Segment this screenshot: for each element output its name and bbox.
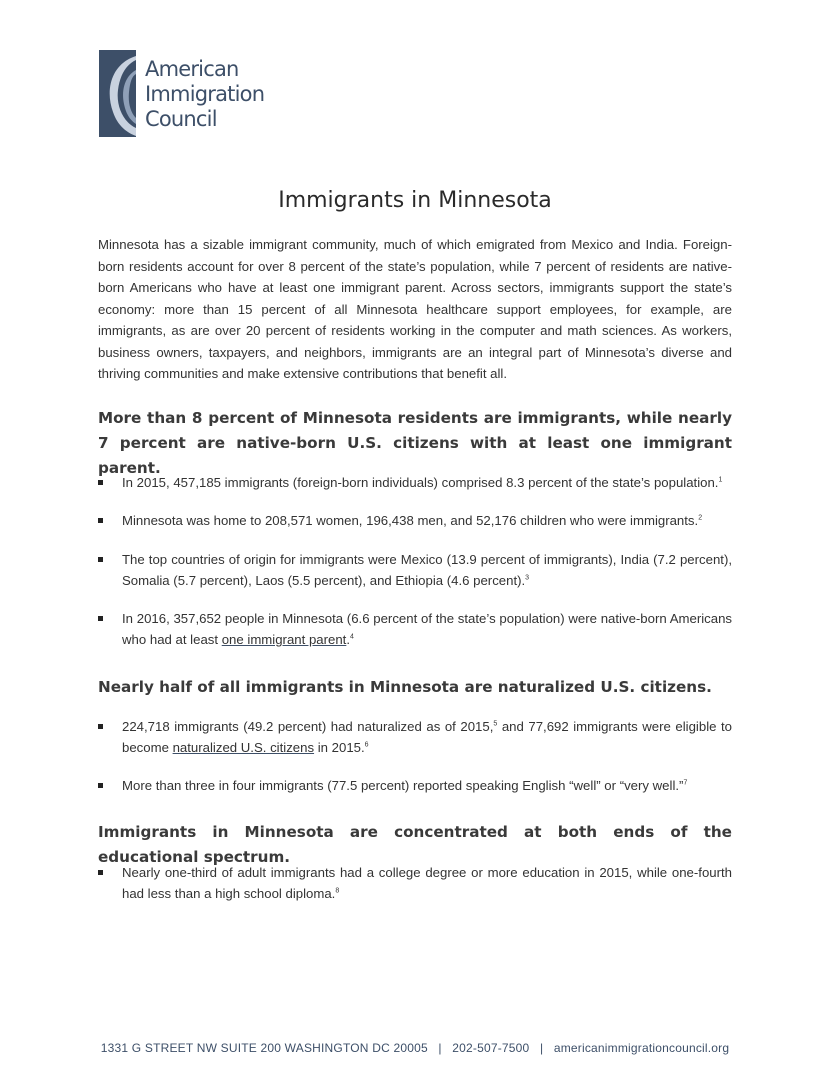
logo-line-2: Immigration [145,82,265,106]
footnote-ref[interactable]: 5 [493,720,498,728]
immigrant-parent-link[interactable]: one immigrant parent [221,632,347,647]
logo-line-3: Council [145,107,217,131]
list-item [122,549,732,591]
footer-phone: 202-507-7500 [452,1041,530,1055]
list-item [122,510,732,531]
list-item [122,608,732,650]
logo-wordmark [145,57,264,132]
section-heading-education: Immigrants in Minnesota are concentrated at both ends of the educational spectrum. [98,823,732,866]
page-footer [0,1041,830,1055]
bullet-text: In 2016, 357,652 people in Minnesota (6.6 percent of the state’s population) were native-born Americans who had at least [122,611,732,647]
section-heading-naturalization: Nearly half of all immigrants in Minnesota are naturalized U.S. citizens. [98,678,712,696]
footer-website[interactable]: americanimmigrationcouncil.org [553,1041,730,1055]
intro-paragraph: Minnesota has a sizable immigrant community, much of which emigrated from Mexico and India. Foreign-born residents account for over 8 percent of the state’s population, while 7 percent of residents are native-born Americans who have at least one immigrant parent. Across sectors, immigrants support the state’s economy: more than 15 percent of all Minnesota healthcare support employees, for example, are immigrants, as are over 20 percent of residents working in the computer and math sciences. As workers, business owners, taxpayers, and neighbors, immigrants are an integral part of Minnesota’s diverse and thriving communities and make extensive contributions that benefit all. [98,237,732,381]
bullet-marker [98,724,103,729]
footer-separator: | [539,1041,544,1055]
list-item [122,472,732,493]
footnote-ref[interactable]: 6 [364,741,369,749]
footer-separator: | [438,1041,442,1055]
footnote-ref[interactable]: 7 [683,779,688,787]
naturalized-citizens-link[interactable]: naturalized U.S. citizens [172,740,315,755]
bullet-text: Nearly one-third of adult immigrants had a college degree or more education in 2015, while one-fourth had less than a high school diploma. [122,865,732,901]
bullet-text: In 2015, 457,185 immigrants (foreign-born individuals) comprised 8.3 percent of the state’s population. [122,475,719,490]
bullet-text: Minnesota was home to 208,571 women, 196,438 men, and 52,176 children who were immigrants. [122,513,699,528]
logo-line-1: American [145,57,239,81]
organization-logo [99,50,279,140]
footnote-ref[interactable]: 8 [335,887,340,895]
bullet-marker [98,557,103,562]
bullet-marker [98,783,103,788]
section-heading-population: More than 8 percent of Minnesota residents are immigrants, while nearly 7 percent are native-born U.S. citizens with at least one immigrant parent. [98,409,732,477]
list-item [122,716,732,758]
bullet-text-continued: and 77,692 immigrants were eligible to become [122,719,732,755]
footer-address: 1331 G STREET NW SUITE 200 WASHINGTON DC 20005 [100,1041,428,1055]
logo-mark-icon [99,50,136,137]
bullet-marker [98,870,103,875]
bullet-text: 224,718 immigrants (49.2 percent) had naturalized as of 2015, [122,719,494,734]
footnote-ref[interactable]: 4 [350,633,354,641]
bullet-marker [98,480,103,485]
bullet-marker [98,616,103,621]
footnote-ref[interactable]: 1 [718,476,723,484]
bullet-text: More than three in four immigrants (77.5 percent) reported speaking English “well” or “very well.” [122,778,684,793]
footnote-ref[interactable]: 2 [698,514,703,522]
bullet-text-end: . [346,632,351,647]
list-item [122,775,732,796]
footnote-ref[interactable]: 3 [525,574,530,582]
page-title: Immigrants in Minnesota [278,188,552,213]
bullet-text: The top countries of origin for immigrants were Mexico (13.9 percent of immigrants), India (7.2 percent), Somalia (5.7 percent), Laos (5.5 percent), and Ethiopia (4.6 percent). [122,552,732,588]
bullet-marker [98,518,103,523]
bullet-text-end: in 2015. [314,740,365,755]
list-item [122,862,732,904]
